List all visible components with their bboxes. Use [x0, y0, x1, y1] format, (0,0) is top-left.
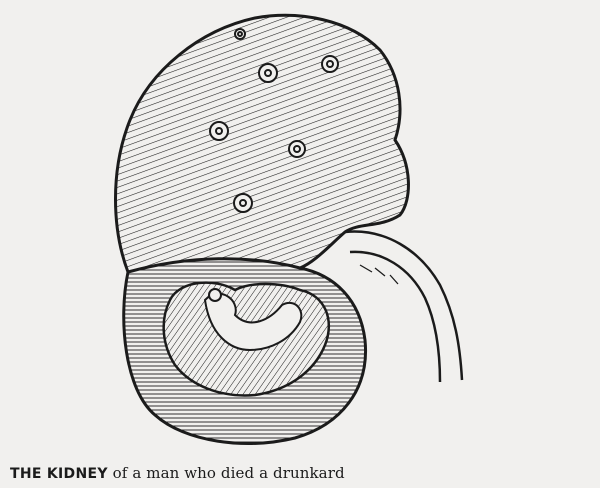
figure-caption	[10, 464, 345, 482]
caption-text: of a man who died a drunkard	[107, 464, 345, 482]
caption-title: THE KIDNEY	[10, 466, 108, 482]
pelvis-nodule	[209, 289, 221, 301]
